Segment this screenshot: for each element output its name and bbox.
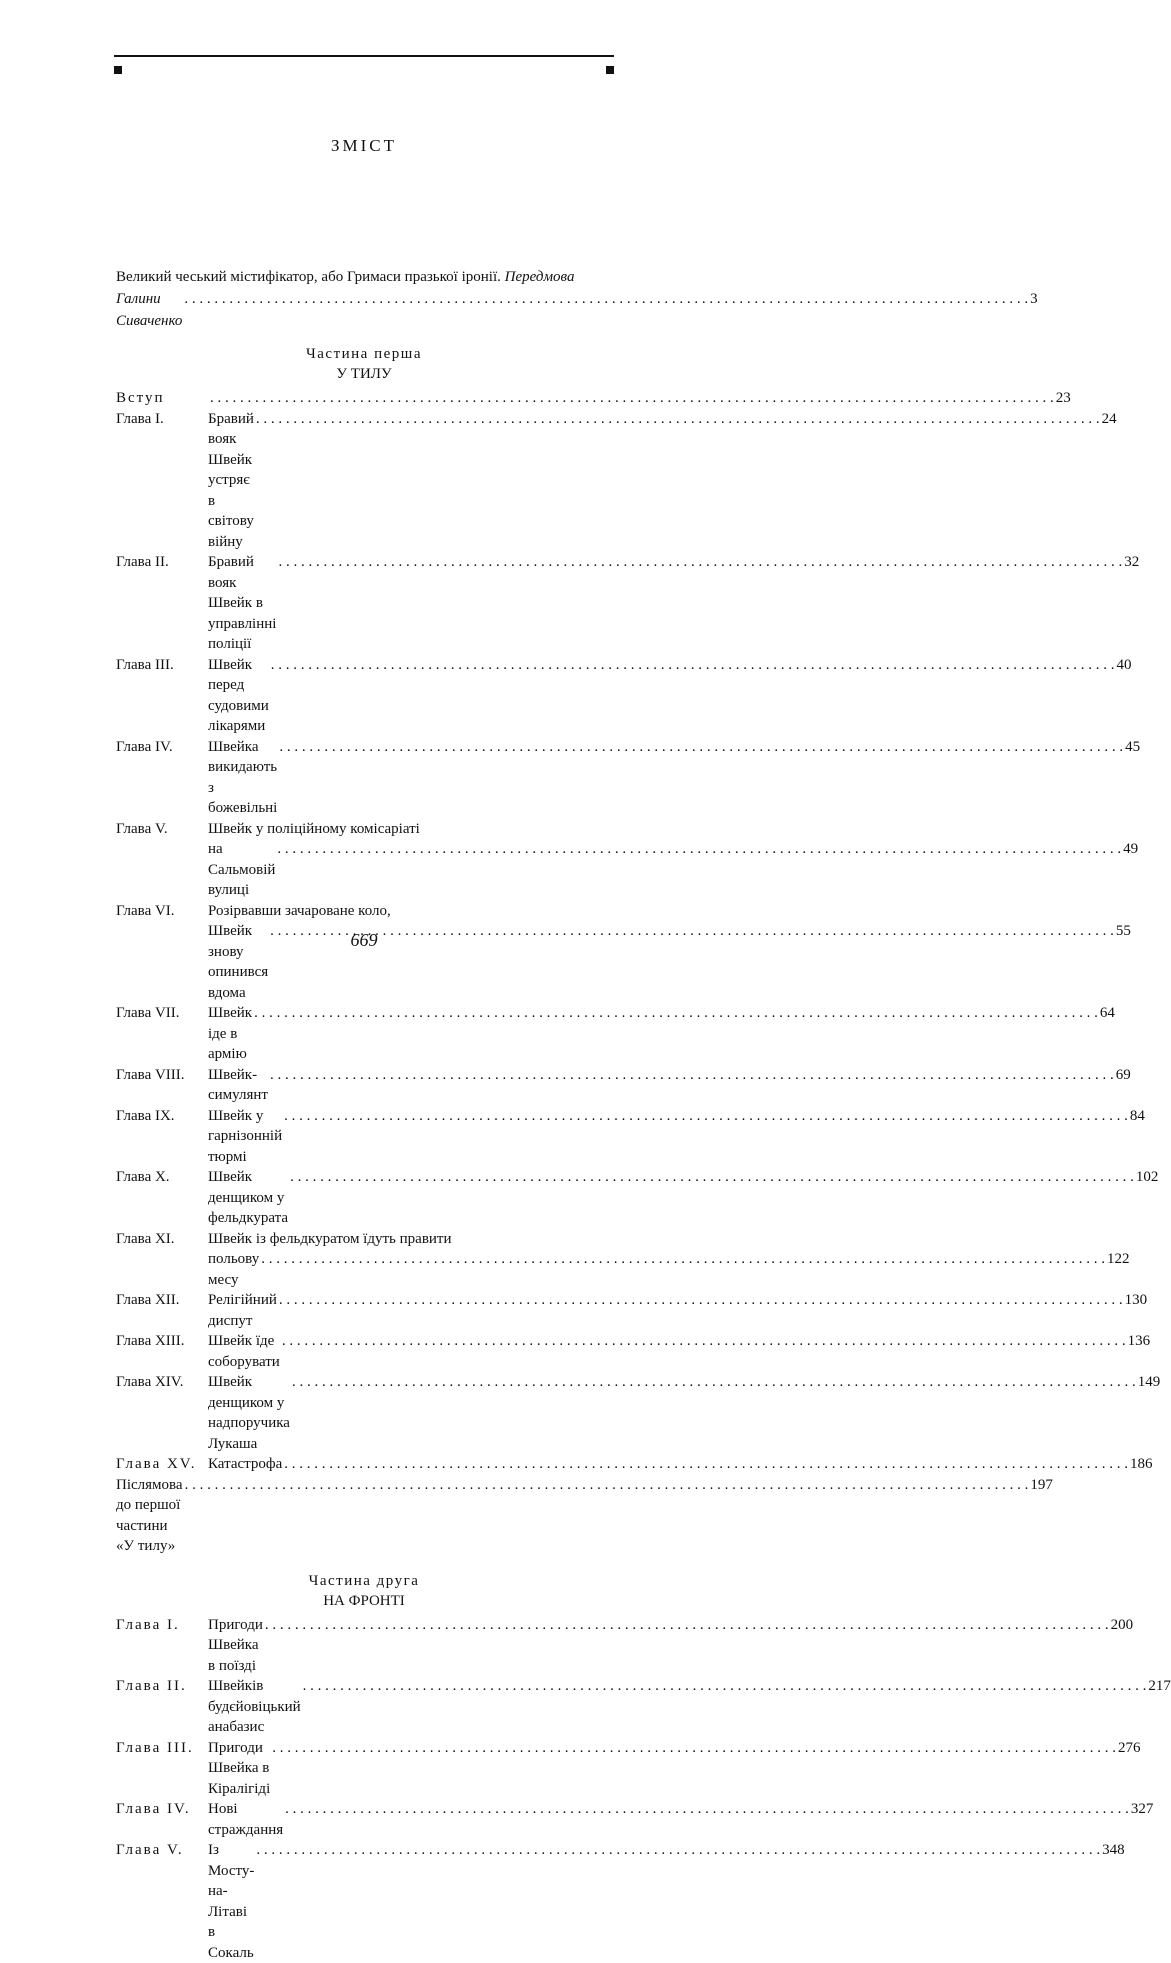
toc-entry (116, 1290, 1148, 1331)
leader-dots (284, 1454, 1128, 1475)
toc-entry (116, 409, 1117, 553)
page-title: ЗМІСТ (330, 136, 398, 155)
entry-title: Швейк іде в армію (208, 1005, 253, 1062)
leader-dots (256, 409, 1100, 430)
entry-label: Глава II. (116, 554, 169, 570)
entry-title: Швейків будєйовіцький анабазис (208, 1678, 301, 1735)
page-ref: 149 (1137, 1374, 1161, 1390)
entry-label: Глава VII. (116, 1005, 180, 1021)
leader-dots (303, 1676, 1147, 1697)
page-ref: 24 (1101, 410, 1117, 427)
part-kicker: Частина друга (308, 1572, 420, 1589)
entry-label: Глава XII. (116, 1292, 180, 1308)
page-ref: 327 (1130, 1801, 1154, 1817)
toc-entry (116, 1676, 1171, 1738)
leader-dots (284, 1106, 1128, 1127)
leader-dots (184, 288, 1028, 310)
entry-title: Швейк із фельдкуратом їдуть правити (208, 1230, 452, 1247)
entry-title: Швейк денщиком у фельдкурата (208, 1169, 289, 1226)
entry-label: Глава V. (116, 820, 168, 837)
leader-dots (256, 1840, 1100, 1861)
entry-line (208, 1615, 1133, 1677)
toc-entry (116, 552, 1140, 655)
leader-dots (285, 1799, 1129, 1820)
entry-title: Швейк денщиком у надпоручика Лукаша (208, 1374, 290, 1452)
entry-label: Глава I. (116, 1616, 180, 1633)
entry-line (208, 1454, 1153, 1475)
entry-line (208, 1167, 1158, 1229)
page-ref: 49 (1123, 841, 1139, 857)
entry-line (208, 552, 1139, 655)
part-title: НА ФРОНТІ (323, 1592, 405, 1609)
page-ref: 136 (1127, 1333, 1151, 1349)
leader-dots (292, 1372, 1136, 1393)
toc-afterword (116, 1475, 1053, 1557)
page-ref: 40 (1116, 656, 1132, 673)
entry-line (208, 1065, 1131, 1106)
entry-label: Глава VIII. (116, 1066, 185, 1083)
toc-parts (116, 344, 1171, 1963)
leader-dots (210, 388, 1054, 409)
entry-label: Глава XV. (116, 1456, 197, 1472)
part-title: У ТИЛУ (336, 366, 392, 382)
entry-line (208, 1738, 1140, 1800)
page-ref: 3 (1030, 291, 1038, 307)
entry-label: Глава X. (116, 1169, 170, 1185)
entry-line (208, 388, 1071, 409)
entry-label: Глава IX. (116, 1107, 175, 1124)
entry-label: Глава XIV. (116, 1374, 184, 1390)
entry-label: Глава II. (116, 1678, 187, 1694)
leader-dots (271, 655, 1115, 676)
entry-label: Глава IV. (116, 1801, 191, 1817)
toc-entry (116, 655, 1132, 737)
leader-dots (261, 1249, 1105, 1270)
entry-title: на Сальмовій вулиці (208, 841, 276, 898)
toc-entry (116, 1840, 1125, 1963)
page-ref: 197 (1030, 1476, 1053, 1493)
entry-title: Катастрофа (208, 1456, 283, 1472)
entry-title: Пригоди Швейка в поїзді (208, 1616, 263, 1674)
entry-title: Бравий вояк Швейк в управлінні поліції (208, 554, 277, 652)
page-ref: 84 (1129, 1107, 1145, 1124)
entry-line (208, 1840, 1125, 1963)
entry-title: Розірвавши зачароване коло, (208, 902, 391, 919)
page-ref: 348 (1102, 1842, 1125, 1858)
entry-line (208, 409, 1117, 553)
page-ref: 102 (1135, 1169, 1159, 1185)
part-heading (116, 344, 612, 384)
preface-line-1: Великий чеський містифікатор, або Гримаси празької іронії. Передмова (116, 269, 575, 285)
entry-title: Бравий вояк Швейк устряє в світову війну (208, 410, 254, 550)
toc-entry (116, 1167, 1159, 1229)
entry-title: польову месу (208, 1251, 260, 1288)
leader-dots (279, 1290, 1123, 1311)
right-square-marker (606, 66, 614, 74)
entry-title: Пригоди Швейка в Кіралігіді (208, 1739, 271, 1797)
entry-label: Вступ (116, 390, 165, 406)
entry-title: Швейк-симулянт (208, 1066, 268, 1103)
page-ref: 122 (1106, 1251, 1130, 1267)
preface-line-2: Галини Сиваченко . . . 3 (116, 288, 612, 332)
entry-line (208, 1290, 1147, 1331)
entry-line (208, 819, 1138, 840)
leader-dots (254, 1003, 1098, 1024)
entry-label: Глава VI. (116, 902, 175, 919)
left-square-marker (114, 66, 122, 74)
toc-entry (116, 1615, 1134, 1677)
page-ref: 186 (1130, 1456, 1153, 1472)
leader-dots (282, 1331, 1126, 1352)
entry-title: Швейка викидають з божевільні (208, 738, 278, 816)
toc-entry (116, 1454, 1153, 1475)
toc-entry (116, 1331, 1151, 1372)
page-ref: 45 (1125, 738, 1141, 755)
entry-title: Швейк у поліційному комісаріаті (208, 820, 420, 837)
entry-title: Швейк знову опинився вдома (208, 923, 269, 1001)
page-ref: 130 (1124, 1292, 1148, 1308)
part-kicker: Частина перша (306, 346, 422, 362)
toc-entry (116, 1065, 1131, 1106)
toc-entry (116, 819, 1139, 901)
page-ref: 69 (1115, 1066, 1131, 1083)
entry-title: Швейк перед судовими лікарями (208, 656, 269, 734)
entry-line (208, 1799, 1153, 1840)
entry-title: Швейк у гарнізонній тюрмі (208, 1107, 283, 1165)
part-heading (116, 1571, 612, 1611)
entry-line (208, 901, 1131, 922)
entry-label: Глава IV. (116, 738, 173, 755)
entry-label: Глава XI. (116, 1230, 175, 1247)
page-ref: 23 (1055, 390, 1071, 406)
afterword-title: Післямова до першої частини «У тилу» (116, 1476, 183, 1554)
entry-line (208, 1331, 1150, 1372)
entry-label: Глава III. (116, 1739, 194, 1756)
toc-entry (116, 388, 1071, 409)
page-ref: 64 (1099, 1005, 1115, 1021)
entry-title: Нові страждання (208, 1801, 284, 1838)
toc-entry (116, 1003, 1115, 1065)
toc-entry (116, 1229, 1130, 1291)
entry-line (208, 737, 1140, 819)
entry-line (208, 1249, 1129, 1290)
page-ref: 32 (1124, 554, 1140, 570)
toc-entry (116, 1738, 1141, 1800)
entry-label: Глава I. (116, 410, 164, 427)
entry-title: Із Мосту-на-Літаві в Сокаль (208, 1842, 255, 1961)
entry-label: Глава XIII. (116, 1333, 185, 1349)
toc-preface-entry (116, 266, 1038, 332)
leader-dots (270, 1065, 1114, 1086)
entry-label: Глава III. (116, 656, 174, 673)
entry-line (208, 1003, 1115, 1065)
leader-dots (279, 737, 1123, 758)
toc-entry (116, 737, 1141, 819)
toc-entry (116, 1106, 1145, 1168)
entry-line (208, 1229, 1129, 1250)
leader-dots (185, 1475, 1029, 1496)
entry-line (208, 1372, 1160, 1454)
entry-line (208, 1676, 1171, 1738)
toc-entry (116, 1372, 1161, 1454)
page-ref: 200 (1110, 1616, 1134, 1633)
entry-title: Релігійний диспут (208, 1292, 277, 1329)
leader-dots (277, 839, 1121, 860)
page-number: 669 (350, 930, 378, 950)
entry-line (208, 1106, 1145, 1168)
entry-label: Глава V. (116, 1842, 184, 1858)
entry-title: Швейк їде соборувати (208, 1333, 280, 1370)
page-ref: 276 (1117, 1739, 1141, 1756)
top-rule (114, 55, 614, 57)
entry-line (208, 655, 1132, 737)
leader-dots (272, 1738, 1116, 1759)
entry-line (208, 839, 1138, 901)
leader-dots (278, 552, 1122, 573)
leader-dots (290, 1167, 1134, 1188)
toc-entry (116, 901, 1131, 1004)
toc (116, 266, 1171, 1963)
page-ref: 217 (1148, 1678, 1171, 1694)
page-ref: 55 (1115, 923, 1131, 939)
toc-entry (116, 1799, 1154, 1840)
leader-dots (265, 1615, 1109, 1636)
